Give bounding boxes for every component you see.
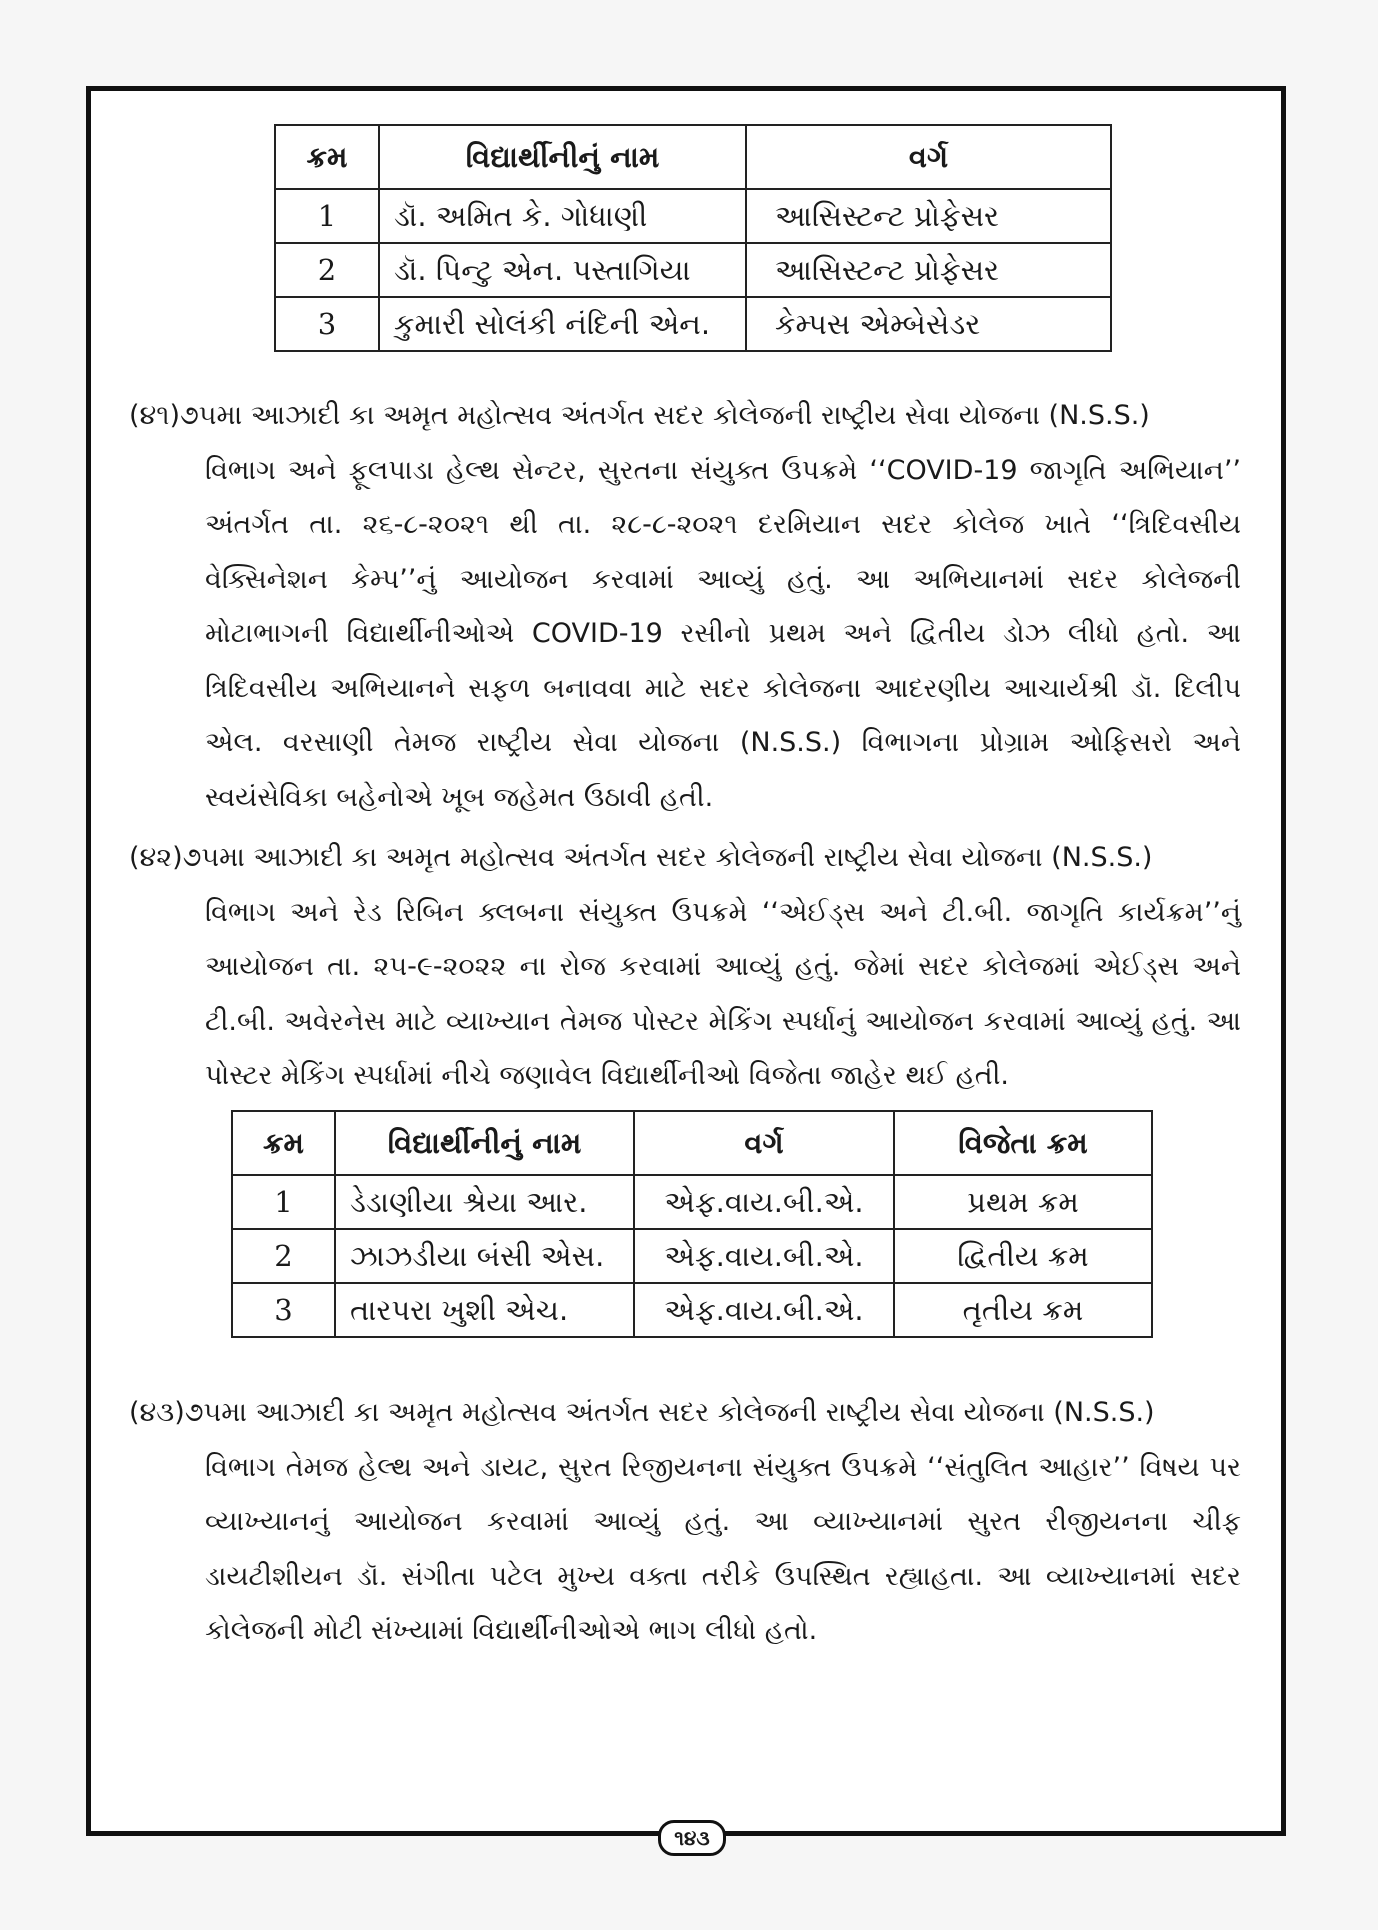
page-frame	[86, 86, 1286, 1836]
table-cell: કુમારી સોલંકી નંદિની એન.	[379, 297, 746, 351]
table-row	[275, 297, 1111, 351]
paragraph-number: (૪૨)	[129, 842, 183, 873]
table-header-row	[232, 1111, 1152, 1175]
paragraph-lead	[129, 389, 1241, 444]
column-header: વર્ગ	[634, 1111, 894, 1175]
paragraph-lead-text: ૭૫મા આઝાદી કા અમૃત મહોત્સવ અંતર્ગત સદર કોલેજની રાષ્ટ્રીય સેવા યોજના (N.S.S.)	[184, 1397, 1155, 1428]
column-header: ક્રમ	[232, 1111, 335, 1175]
table-cell: ડૉ. પિન્ટુ એન. પસ્તાગિયા	[379, 243, 746, 297]
table-cell: એફ.વાય.બી.એ.	[634, 1283, 894, 1337]
table-cell: 1	[232, 1175, 335, 1229]
paragraph-41	[129, 389, 1241, 825]
paragraph-number: (૪૩)	[129, 1397, 185, 1428]
column-header: વિદ્યાર્થીનીનું નામ	[379, 125, 746, 189]
table-cell: ડેડાણીયા શ્રેયા આર.	[335, 1175, 634, 1229]
table-cell: દ્વિતીય ક્રમ	[894, 1229, 1152, 1283]
table-cell: આસિસ્ટન્ટ પ્રોફેસર	[746, 243, 1111, 297]
table-cell: એફ.વાય.બી.એ.	[634, 1175, 894, 1229]
table-cell: ઝાઝડીયા બંસી એસ.	[335, 1229, 634, 1283]
paragraph-lead	[129, 1386, 1241, 1441]
table-cell: 3	[232, 1283, 335, 1337]
table-cell: પ્રથમ ક્રમ	[894, 1175, 1152, 1229]
table-cell: એફ.વાય.બી.એ.	[634, 1229, 894, 1283]
column-header: વિજેતા ક્રમ	[894, 1111, 1152, 1175]
column-header: વિદ્યાર્થીનીનું નામ	[335, 1111, 634, 1175]
column-header: વર્ગ	[746, 125, 1111, 189]
table-cell: 1	[275, 189, 379, 243]
table-row	[275, 189, 1111, 243]
paragraph-body: વિભાગ તેમજ હેલ્થ અને ડાયટ, સુરત રિજીયનના સંયુક્ત ઉપક્રમે ‘‘સંતુલિત આહાર’’ વિષય પર વ્યાખ્યાનનું આયોજન કરવામાં આવ્યું હતું. આ વ્યાખ્યાનમાં સુરત રીજીયનના ચીફ ડાયટીશીયન ડૉ. સંગીતા પટેલ મુખ્ય વક્તા તરીકે ઉપસ્થિત રહ્યાહતા. આ વ્યાખ્યાનમાં સદર કોલેજની મોટી સંખ્યામાં વિદ્યાર્થીનીઓએ ભાગ લીધો હતો.	[205, 1451, 1241, 1646]
table-row	[232, 1175, 1152, 1229]
table-row	[232, 1283, 1152, 1337]
paragraph-body: વિભાગ અને રેડ રિબિન ક્લબના સંયુક્ત ઉપક્રમે ‘‘એઈડ્સ અને ટી.બી. જાગૃતિ કાર્યક્રમ’’નું આયોજન તા. ૨૫-૯-૨૦૨૨ ના રોજ કરવામાં આવ્યું હતું. જેમાં સદર કોલેજમાં એઈડ્સ અને ટી.બી. અવેરનેસ માટે વ્યાખ્યાન તેમજ પોસ્ટર મેકિંગ સ્પર્ધાનું આયોજન કરવામાં આવ્યું હતું. આ પોસ્ટર મેકિંગ સ્પર્ધામાં નીચે જણાવેલ વિદ્યાર્થીનીઓ વિજેતા જાહેર થઈ હતી.	[205, 896, 1241, 1091]
paragraph-body: વિભાગ અને ફૂલપાડા હેલ્થ સેન્ટર, સુરતના સંયુક્ત ઉપક્રમે ‘‘COVID-19 જાગૃતિ અભિયાન’’ અંતર્ગત તા. ૨૬-૮-૨૦૨૧ થી તા. ૨૮-૮-૨૦૨૧ દરમિયાન સદર કોલેજ ખાતે ‘‘ત્રિદિવસીય વેક્સિનેશન કેમ્પ’’નું આયોજન કરવામાં આવ્યું હતું. આ અભિયાનમાં સદર કોલેજની મોટાભાગની વિદ્યાર્થીનીઓએ COVID-19 રસીનો પ્રથમ અને દ્વિતીય ડોઝ લીધો હતો. આ ત્રિદિવસીય અભિયાનને સફળ બનાવવા માટે સદર કોલેજના આદરણીય આચાર્યશ્રી ડૉ. દિલીપ એલ. વરસાણી તેમજ રાષ્ટ્રીય સેવા યોજના (N.S.S.) વિભાગના પ્રોગ્રામ ઓફિસરો અને સ્વયંસેવિકા બહેનોએ ખૂબ જહેમત ઉઠાવી હતી.	[205, 454, 1241, 813]
paragraph-lead	[129, 831, 1241, 886]
committee-table	[274, 124, 1112, 352]
table-cell: કેમ્પસ એમ્બેસેડર	[746, 297, 1111, 351]
paragraph-number: (૪૧)	[129, 400, 181, 431]
table-cell: 2	[232, 1229, 335, 1283]
paragraph-43	[129, 1386, 1241, 1659]
table-cell: 2	[275, 243, 379, 297]
table-cell: તારપરા ખુશી એચ.	[335, 1283, 634, 1337]
paragraph-lead-text: ૭૫મા આઝાદી કા અમૃત મહોત્સવ અંતર્ગત સદર કોલેજની રાષ્ટ્રીય સેવા યોજના (N.S.S.)	[182, 842, 1153, 873]
table-row	[275, 243, 1111, 297]
table-row	[232, 1229, 1152, 1283]
paragraph-42	[129, 831, 1241, 1104]
winners-table	[231, 1110, 1153, 1338]
table-cell: તૃતીય ક્રમ	[894, 1283, 1152, 1337]
table-cell: 3	[275, 297, 379, 351]
paragraph-lead-text: ૭૫મા આઝાદી કા અમૃત મહોત્સવ અંતર્ગત સદર કોલેજની રાષ્ટ્રીય સેવા યોજના (N.S.S.)	[180, 400, 1150, 431]
table-header-row	[275, 125, 1111, 189]
table-cell: ડૉ. અમિત કે. ગોધાણી	[379, 189, 746, 243]
column-header: ક્રમ	[275, 125, 379, 189]
table-cell: આસિસ્ટન્ટ પ્રોફેસર	[746, 189, 1111, 243]
page-number: ૧૪૩	[658, 1820, 726, 1856]
